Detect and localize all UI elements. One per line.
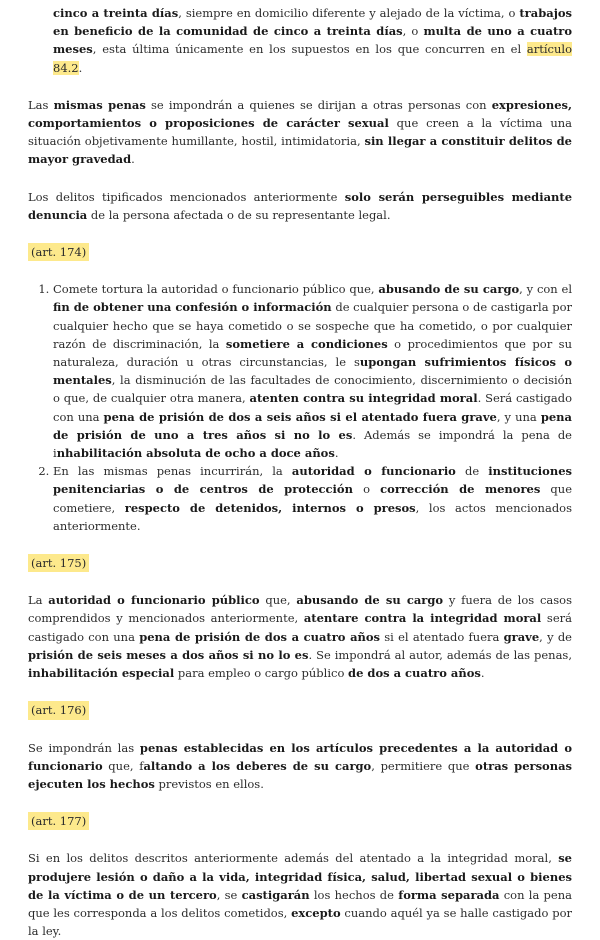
text-run: , y una (496, 409, 541, 424)
text-run: . (131, 152, 135, 167)
bold-text: pena de prisión de dos a seis años si el atentado fuera grave (103, 409, 497, 424)
text-run: para empleo o cargo público (174, 666, 349, 681)
bold-text: instituciones penitenciarias o de centros de protección (53, 464, 573, 497)
bold-text: fin de obtener una confesión o información (53, 300, 332, 315)
text-run: , o (402, 24, 424, 39)
text-run: cuando aquél ya se halle castigado por la ley. (28, 905, 572, 939)
paragraph-art-176 (28, 739, 572, 794)
paragraph-art-175 (28, 591, 572, 682)
text-run: previstos en ellos. (154, 776, 264, 791)
paragraph-mismas-penas (28, 96, 572, 169)
bold-text: excepto (291, 905, 341, 920)
article-tag-176: (art. 176) (28, 701, 89, 719)
text-run: La (28, 593, 49, 608)
bold-text: forma separada (398, 887, 500, 902)
text-run: o (352, 482, 381, 497)
bold-text: solo serán perseguibles mediante denuncia (28, 189, 573, 222)
text-run: si el atentado fuera (380, 629, 504, 644)
bold-text: cinco a treinta días (53, 6, 179, 20)
paragraph-art-177 (28, 849, 572, 940)
list-item-174-1 (53, 280, 572, 462)
bold-text: corrección de menores (380, 482, 541, 497)
text-run: que creen a la víctima una situación objetivamente humillante, hostil, intimidatoria, (28, 116, 573, 149)
highlighted-reference: artículo 84.2 (53, 42, 572, 75)
text-run: , y de (539, 629, 572, 644)
bold-text: se produjere lesión o daño a la vida, integridad física, salud, libertad sexual o bienes de la víctima o de un tercero (28, 851, 572, 902)
text-run: Comete tortura la autoridad o funcionario público que, (53, 282, 379, 297)
text-run: Los delitos tipificados mencionados anteriormente (28, 189, 345, 204)
text-run: de la persona afectada o de su representante legal. (87, 207, 391, 222)
bold-text: sometiere a condiciones (225, 336, 388, 351)
text-run: . (334, 446, 339, 461)
bold-text: altando a los deberes de su cargo (143, 758, 372, 773)
text-run: , permitiere que (371, 758, 476, 773)
bold-text: pena de prisión de dos a cuatro años (139, 629, 381, 644)
text-run: , siempre en domicilio diferente y alejado de la víctima, o (178, 6, 520, 20)
text-run: , y con el (519, 282, 573, 297)
text-run: . (78, 60, 83, 75)
bold-text: respecto de detenidos, internos o presos (124, 500, 416, 515)
bold-text: expresiones, comportamientos o proposiciones de carácter sexual (28, 97, 572, 131)
list-item-174-2 (53, 462, 572, 535)
article-tag-177: (art. 177) (28, 812, 89, 830)
text-run: que, f (102, 758, 144, 773)
bold-text: prisión de seis meses a dos años si no lo es (28, 647, 309, 662)
text-run: . (480, 666, 485, 681)
text-run: . Será castigado con una (53, 391, 572, 424)
text-run: se impondrán a quienes se dirijan a otras personas con (145, 97, 492, 112)
bold-text: pena de prisión de uno a tres años si no lo es (53, 409, 572, 442)
paragraph-continuation (28, 0, 572, 77)
text-run: Se impondrán las (28, 740, 140, 755)
bold-text: de dos a cuatro años (348, 666, 481, 681)
text-run: de (455, 464, 489, 479)
paragraph-perseguibles (28, 188, 572, 224)
bold-text: autoridad o funcionario público (48, 593, 260, 608)
bold-text: grave (503, 629, 540, 644)
text-run: , esta última únicamente en los supuestos en los que concurren en el (92, 42, 527, 57)
text-run: Si en los delitos descritos anteriormente además del atentado a la integridad moral, (28, 851, 559, 866)
article-tag-175: (art. 175) (28, 554, 89, 572)
bold-text: penas establecidas en los artículos precedentes a la autoridad o funcionario (28, 740, 573, 773)
article-174-list (28, 280, 572, 535)
text-run: que cometiere, (53, 482, 573, 515)
text-run: que, (259, 593, 297, 608)
bold-text: atentare contra la integridad moral (303, 611, 542, 626)
bold-text: upongan sufrimientos físicos o mentales (53, 355, 572, 388)
bold-text: abusando de su cargo (378, 282, 520, 297)
text-run: En las mismas penas incurrirán, la (53, 464, 292, 479)
text-run: , se (216, 887, 242, 902)
text-run: o procedimientos que por su naturaleza, duración u otras circunstancias, le s (53, 336, 572, 370)
text-run: , la disminución de las facultades de conocimiento, discernimiento o decisión o que, de cualquier otra manera, (53, 373, 572, 406)
text-run: . Además se impondrá la pena de i (53, 427, 572, 461)
text-run: . Se impondrá al autor, además de las penas, (308, 647, 572, 662)
bold-text: atenten contra su integridad moral (249, 391, 478, 406)
text-run: y fuera de los casos comprendidos y mencionados anteriormente, (28, 593, 572, 626)
bold-text: trabajos en beneficio de la comunidad de cinco a treinta días (53, 6, 572, 39)
article-tag-174: (art. 174) (28, 243, 89, 261)
bold-text: sin llegar a constituir delitos de mayor gravedad (28, 134, 572, 167)
text-run: , los actos mencionados anteriormente. (53, 500, 573, 533)
bold-text: multa de uno a cuatro meses (53, 24, 573, 57)
text-run: Las (28, 97, 54, 112)
bold-text: nhabilitación absoluta de ocho a doce años (56, 446, 335, 461)
bold-text: otras personas ejecuten los hechos (28, 758, 572, 791)
text-run: los hechos de (309, 887, 399, 902)
bold-text: castigarán (241, 887, 310, 902)
text-run: será castigado con una (28, 611, 572, 644)
bold-text: mismas penas (53, 97, 146, 112)
text-run: de cualquier persona o de castigarla por cualquier hecho que se haya cometido o se sospeche que ha cometido, o por cualquier razón de discriminación, la (53, 300, 573, 351)
bold-text: abusando de su cargo (296, 593, 444, 608)
bold-text: inhabilitación especial (28, 666, 175, 681)
text-run: con la pena que les corresponda a los delitos cometidos, (28, 887, 572, 920)
bold-text: autoridad o funcionario (291, 464, 456, 479)
